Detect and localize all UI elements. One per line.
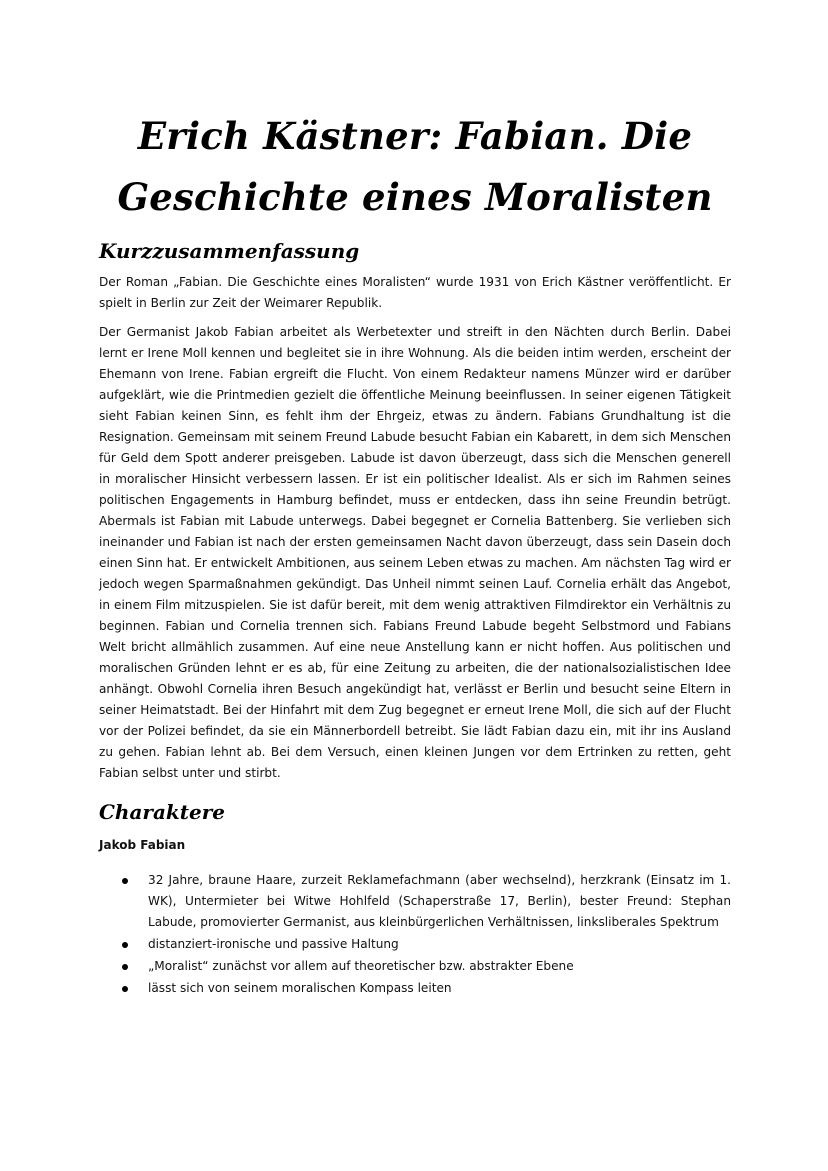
bullet-icon (122, 942, 128, 948)
list-item-text: „Moralist“ zunächst vor allem auf theoretischer bzw. abstrakter Ebene (148, 959, 574, 973)
summary-paragraph-intro: Der Roman „Fabian. Die Geschichte eines Moralisten“ wurde 1931 von Erich Kästner veröffentlicht. Er spielt in Berlin zur Zeit der Weimarer Republik. (99, 275, 731, 310)
list-item-text: lässt sich von seinem moralischen Kompass leiten (148, 981, 452, 995)
list-item (148, 978, 731, 999)
character-name-jakob-fabian: Jakob Fabian (99, 838, 186, 852)
characters-heading: Charaktere (99, 800, 225, 824)
summary-paragraph-plot: Der Germanist Jakob Fabian arbeitet als Werbetexter und streift in den Nächten durch Berlin. Dabei lernt er Irene Moll kennen und begleitet sie in ihre Wohnung. Als die beiden intim werden, erscheint der Ehemann von Irene. Fabian ergreift die Flucht. Von einem Redakteur namens Münzer wird er darüber aufgeklärt, wie die Printmedien gezielt die öffentliche Meinung beeinflussen. In seiner eigenen Tätigkeit sieht Fabian keinen Sinn, es fehlt ihm der Ehrgeiz, etwas zu ändern. Fabians Grundhaltung ist die Resignation. Gemeinsam mit seinem Freund Labude besucht Fabian ein Kabarett, in dem sich Menschen für Geld dem Spott anderer preisgeben. Labude ist davon überzeugt, dass sich die Menschen generell in moralischer Hinsicht verbessern lassen. Er ist ein politischer Idealist. Als er sich im Rahmen seines politischen Engagements in Hamburg befindet, muss er entdecken, dass ihn seine Freundin betrügt. Abermals ist Fabian mit Labude unterwegs. Dabei begegnet er Cornelia Battenberg. Sie verlieben sich ineinander und Fabian ist nach der ersten gemeinsamen Nacht davon überzeugt, dass sein Dasein doch einen Sinn hat. Er entwickelt Ambitionen, aus seinem Leben etwas zu machen. Am nächsten Tag wird er jedoch wegen Sparmaßnahmen gekündigt. Das Unheil nimmt seinen Lauf. Cornelia erhält das Angebot, in einem Film mitzuspielen. Sie ist dafür bereit, mit dem wenig attraktiven Filmdirektor ein Verhältnis zu beginnen. Fabian und Cornelia trennen sich. Fabians Freund Labude begeht Selbstmord und Fabians Welt bricht allmählich zusammen. Auf eine neue Anstellung kann er nicht hoffen. Aus politischen und moralischen Gründen lehnt er es ab, für eine Zeitung zu arbeiten, die der nationalsozialistischen Idee anhängt. Obwohl Cornelia ihren Besuch angekündigt hat, verlässt er Berlin und besucht seine Eltern in seiner Heimatstadt. Bei der Hinfahrt mit dem Zug begegnet er erneut Irene Moll, die sich auf der Flucht vor der Polizei befindet, da sie ein Männerbordell betreibt. Sie lädt Fabian dazu ein, mit ihr ins Ausland zu gehen. Fabian lehnt ab. Bei dem Versuch, einen kleinen Jungen vor dem Ertrinken zu retten, geht Fabian selbst unter und stirbt. (99, 325, 731, 780)
summary-heading: Kurzzusammenfassung (99, 239, 360, 263)
bullet-icon (122, 964, 128, 970)
character-traits-list (99, 870, 731, 999)
list-item (148, 870, 731, 933)
bullet-icon (122, 986, 128, 992)
document-title: Erich Kästner: Fabian. Die Geschichte eines Moralisten (117, 114, 713, 219)
list-item (148, 956, 731, 977)
list-item-text: distanziert-ironische und passive Haltung (148, 937, 399, 951)
list-item (148, 934, 731, 955)
list-item-text: 32 Jahre, braune Haare, zurzeit Reklamefachmann (aber wechselnd), herzkrank (Einsatz im 1. WK), Untermieter bei Witwe Hohlfeld (Schaperstraße 17, Berlin), bester Freund: Stephan Labude, promovierter Germanist, aus kleinbürgerlichen Verhältnissen, linksliberales Spektrum (148, 873, 731, 929)
bullet-icon (122, 878, 128, 884)
